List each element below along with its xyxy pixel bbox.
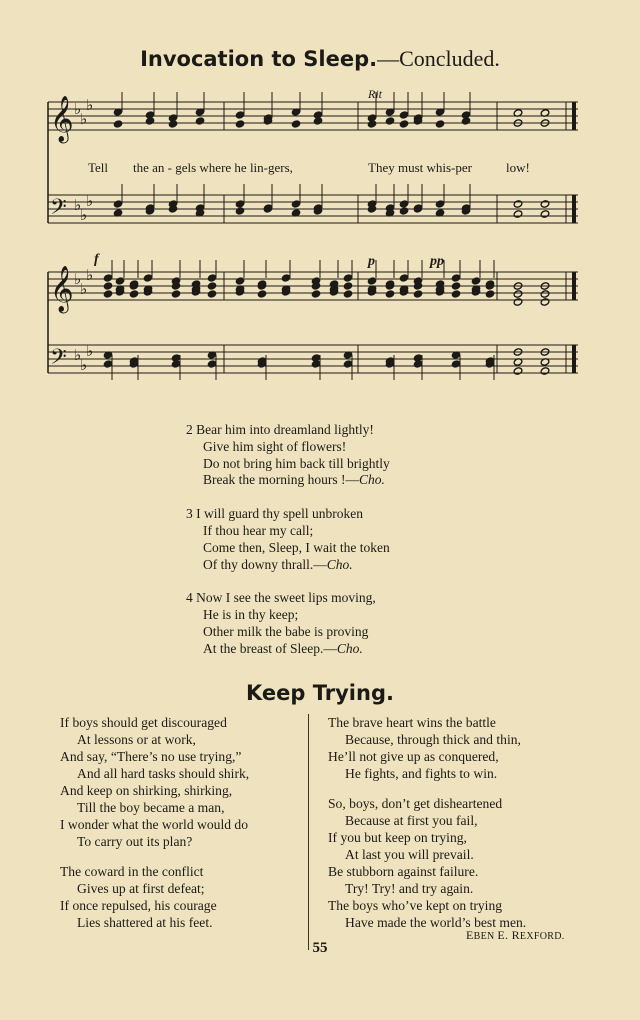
note-head bbox=[143, 274, 153, 282]
svg-text:♭: ♭ bbox=[86, 342, 94, 360]
svg-text:♭: ♭ bbox=[74, 196, 82, 214]
svg-text:♭: ♭ bbox=[86, 192, 94, 210]
note-head bbox=[540, 367, 550, 375]
note-head bbox=[385, 117, 395, 125]
note-head bbox=[343, 274, 353, 282]
note-head bbox=[451, 290, 461, 298]
note-head bbox=[235, 120, 245, 128]
note-head bbox=[513, 200, 523, 208]
note-head bbox=[399, 120, 409, 128]
note-head bbox=[129, 290, 139, 298]
note-head bbox=[235, 111, 245, 119]
treble-clef-icon: 𝄞 bbox=[50, 266, 74, 312]
note-head bbox=[451, 282, 461, 290]
hymn-title bbox=[0, 46, 640, 72]
note-head bbox=[291, 120, 301, 128]
staff-bass-1 bbox=[48, 195, 578, 223]
poem-stanza: If boys should get discouraged At lessons or at work, And say, “There’s no use trying,” And all hard tasks should shirk, And keep on shirking, shirking, Till the boy became a man, I wonder what the world would do To carry out its plan? bbox=[60, 715, 250, 849]
note-head bbox=[171, 290, 181, 298]
poem-stanza: So, boys, don’t get disheartened Because at first you fail, If you but keep on trying, At last you will prevail. Be stubborn against failure. Try! Try! and try again. The boys who’ve kept on trying Have made the world’s best men. bbox=[328, 796, 527, 930]
note-head bbox=[291, 200, 301, 208]
svg-text:♭: ♭ bbox=[80, 206, 88, 224]
note-head bbox=[207, 360, 217, 368]
note-head bbox=[451, 360, 461, 368]
dynamic-pianissimo: pp bbox=[430, 254, 444, 269]
bass-clef-icon: 𝄢 bbox=[50, 195, 67, 225]
note-head bbox=[540, 290, 550, 298]
tempo-mark: Rit bbox=[368, 87, 382, 101]
svg-text:♭: ♭ bbox=[86, 96, 94, 114]
note-head bbox=[145, 117, 155, 125]
svg-text:♭: ♭ bbox=[74, 270, 82, 288]
note-head bbox=[385, 290, 395, 298]
page-number: 55 bbox=[312, 940, 328, 956]
note-head bbox=[311, 360, 321, 368]
note-head bbox=[103, 282, 113, 290]
lyric-2: the an - gels where he lin-gers, bbox=[133, 160, 293, 175]
note-head bbox=[343, 360, 353, 368]
note-head bbox=[207, 290, 217, 298]
lyric-1: Tell bbox=[88, 160, 109, 175]
note-head bbox=[540, 298, 550, 306]
note-head bbox=[471, 277, 481, 285]
note-head bbox=[399, 200, 409, 208]
note-head bbox=[343, 290, 353, 298]
note-head bbox=[168, 120, 178, 128]
note-head bbox=[113, 120, 123, 128]
poem-title: Keep Trying. bbox=[246, 681, 394, 705]
note-head bbox=[313, 117, 323, 125]
note-head bbox=[207, 274, 217, 282]
note-head bbox=[235, 277, 245, 285]
note-head bbox=[513, 210, 523, 218]
svg-text:♭: ♭ bbox=[86, 266, 94, 284]
dynamic-forte: f bbox=[94, 252, 99, 267]
note-head bbox=[399, 274, 409, 282]
sheet-music bbox=[0, 80, 640, 400]
lyric-4: low! bbox=[506, 160, 530, 175]
svg-text:♭: ♭ bbox=[80, 110, 88, 128]
note-head bbox=[311, 290, 321, 298]
note-head bbox=[103, 360, 113, 368]
note-head bbox=[513, 290, 523, 298]
svg-text:♭: ♭ bbox=[74, 346, 82, 364]
note-head bbox=[540, 210, 550, 218]
note-head bbox=[485, 290, 495, 298]
verse-3: 3 I will guard thy spell unbroken If thou hear my call; Come then, Sleep, I wait the token Of thy downy thrall.—Cho. bbox=[186, 506, 390, 572]
poem-author: EBEN E. REXFORD. bbox=[466, 928, 565, 942]
note-head bbox=[413, 360, 423, 368]
verse-4: 4 Now I see the sweet lips moving, He is in thy keep; Other milk the babe is proving At the breast of Sleep.—Cho. bbox=[186, 590, 376, 656]
note-head bbox=[235, 207, 245, 215]
poem-stanza: The coward in the conflict Gives up at first defeat; If once repulsed, his courage Lies shattered at his feet. bbox=[60, 864, 217, 930]
note-head bbox=[367, 120, 377, 128]
note-head bbox=[451, 274, 461, 282]
svg-text:♭: ♭ bbox=[80, 280, 88, 298]
note-head bbox=[513, 298, 523, 306]
lyric-3: They must whis-per bbox=[368, 160, 472, 175]
note-head bbox=[103, 274, 113, 282]
note-head bbox=[113, 200, 123, 208]
svg-text:♭: ♭ bbox=[80, 356, 88, 374]
note-head bbox=[399, 207, 409, 215]
note-head bbox=[195, 117, 205, 125]
note-head bbox=[281, 274, 291, 282]
notes-group bbox=[103, 92, 550, 380]
hymn-verses bbox=[186, 422, 486, 675]
note-head bbox=[343, 282, 353, 290]
staff-treble-1 bbox=[48, 102, 578, 130]
poem-stanza: The brave heart wins the battle Because, through thick and thin, He’ll not give up as conquered, He fights, and fights to win. bbox=[328, 715, 521, 781]
bass-clef-icon: 𝄢 bbox=[50, 345, 67, 375]
note-head bbox=[513, 367, 523, 375]
note-head bbox=[435, 200, 445, 208]
poem-right-column bbox=[328, 714, 526, 944]
note-head bbox=[103, 290, 113, 298]
hymn-title-main: Invocation to Sleep. bbox=[140, 47, 378, 71]
note-head bbox=[540, 200, 550, 208]
dynamic-piano: p bbox=[368, 254, 375, 269]
key-signature-icon bbox=[74, 96, 93, 374]
note-head bbox=[435, 120, 445, 128]
note-head bbox=[171, 360, 181, 368]
note-head bbox=[461, 117, 471, 125]
note-head bbox=[257, 290, 267, 298]
column-divider bbox=[308, 714, 309, 950]
note-head bbox=[115, 277, 125, 285]
svg-text:♭: ♭ bbox=[74, 100, 82, 118]
note-head bbox=[235, 200, 245, 208]
note-head bbox=[413, 290, 423, 298]
verse-2: 2 Bear him into dreamland lightly! Give him sight of flowers! Do not bring him back till brightly Break the morning hours !—Cho. bbox=[186, 422, 390, 488]
poem-left-column bbox=[60, 714, 249, 944]
note-head bbox=[367, 277, 377, 285]
note-head bbox=[207, 282, 217, 290]
note-head bbox=[399, 111, 409, 119]
hymn-title-sub: —Concluded. bbox=[377, 46, 500, 71]
treble-clef-icon: 𝄞 bbox=[50, 96, 74, 142]
